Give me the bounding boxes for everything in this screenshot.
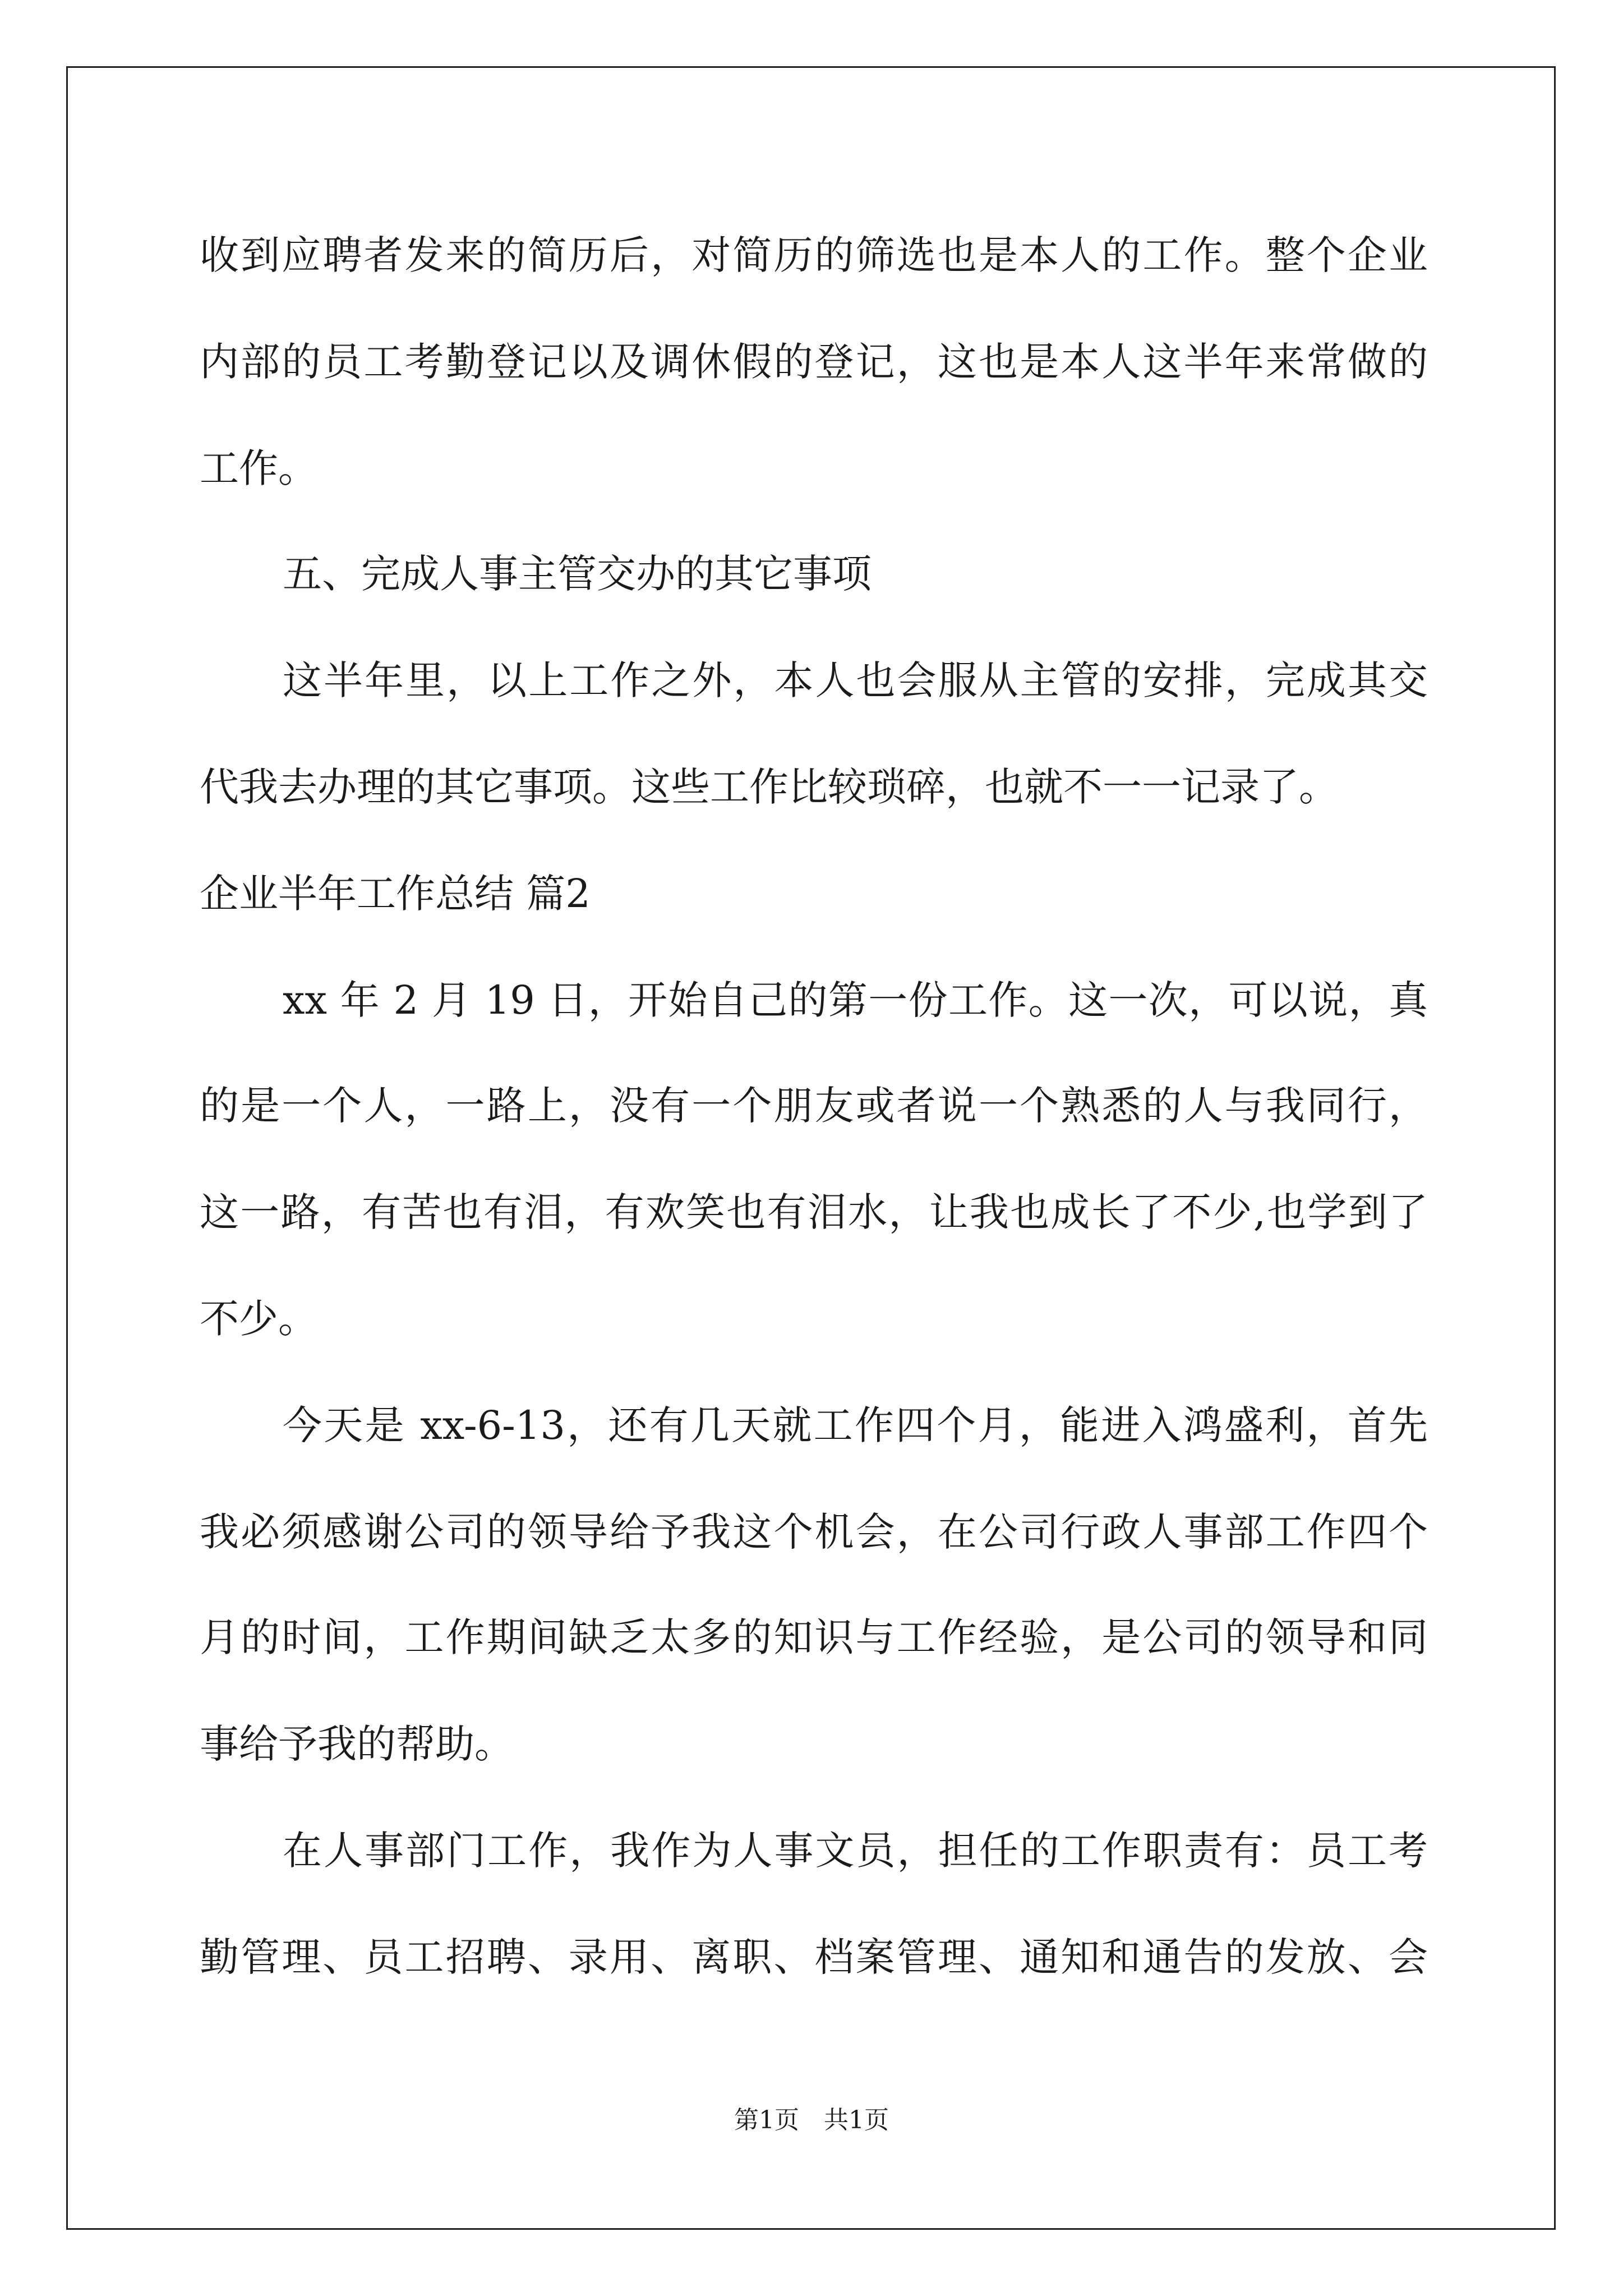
- page-border: [66, 66, 1556, 2230]
- paragraph-line: 在人事部门工作，我作为人事文员，担任的工作职责有：员工考: [283, 1828, 1428, 1874]
- paragraph-line: 这一路，有苦也有泪，有欢笑也有泪水，让我也成长了不少,也学到了: [200, 1189, 1428, 1235]
- page-footer: [0, 2104, 1623, 2137]
- article-title: 企业半年工作总结 篇2: [200, 871, 591, 917]
- paragraph-line: 不少。: [200, 1296, 317, 1342]
- paragraph-line: 今天是 xx-6-13，还有几天就工作四个月，能进入鸿盛利，首先: [283, 1402, 1428, 1448]
- paragraph-line: xx 年 2 月 19 日，开始自己的第一份工作。这一次，可以说，真: [283, 977, 1428, 1023]
- paragraph-line: 工作。: [200, 445, 317, 491]
- paragraph-line: 代我去办理的其它事项。这些工作比较琐碎，也就不一一记录了。: [200, 764, 1338, 810]
- paragraph-line: 勤管理、员工招聘、录用、离职、档案管理、通知和通告的发放、会: [200, 1934, 1428, 1980]
- page-number-total: 共1页: [824, 2106, 889, 2134]
- paragraph-line: 事给予我的帮助。: [200, 1721, 514, 1767]
- paragraph-line: 我必须感谢公司的领导给予我这个机会，在公司行政人事部工作四个: [200, 1509, 1428, 1555]
- paragraph-line: 内部的员工考勤登记以及调休假的登记，这也是本人这半年来常做的: [200, 339, 1428, 385]
- paragraph-line: 这半年里，以上工作之外，本人也会服从主管的安排，完成其交: [283, 657, 1428, 703]
- paragraph-line: 月的时间，工作期间缺乏太多的知识与工作经验，是公司的领导和同: [200, 1614, 1428, 1660]
- paragraph-line: 的是一个人，一路上，没有一个朋友或者说一个熟悉的人与我同行，: [200, 1083, 1428, 1129]
- section-heading: 五、完成人事主管交办的其它事项: [283, 551, 872, 597]
- page-number-current: 第1页: [734, 2106, 799, 2134]
- paragraph-line: 收到应聘者发来的简历后，对简历的筛选也是本人的工作。整个企业: [200, 232, 1428, 278]
